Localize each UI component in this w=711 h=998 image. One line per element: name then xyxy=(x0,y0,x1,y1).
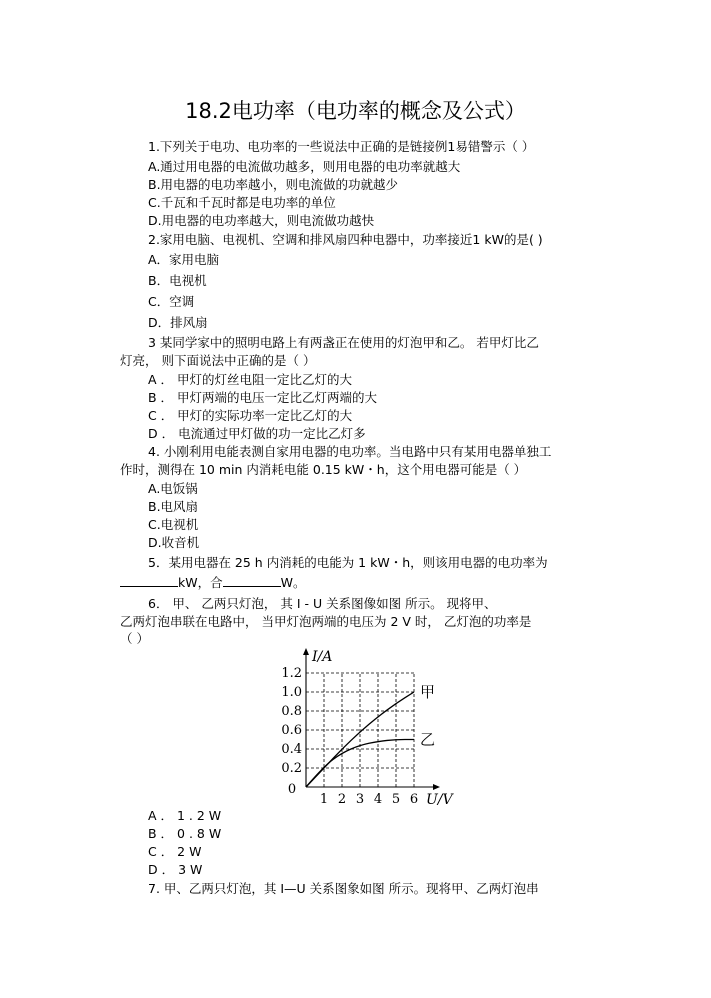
q3-stem-line1: 3 某同学家中的照明电路上有两盏正在使用的灯泡甲和乙。 若甲灯比乙 xyxy=(148,335,539,350)
page-title: 18.2电功率（电功率的概念及公式） xyxy=(185,99,526,123)
q2-option-d: D．排风扇 xyxy=(148,315,208,330)
q4-option-d: D.收音机 xyxy=(148,535,200,550)
y-tick-label: 0.6 xyxy=(281,723,302,738)
q5-blank-w[interactable] xyxy=(223,575,281,587)
series-label-jia: 甲 xyxy=(420,683,436,701)
q4-option-c: C.电视机 xyxy=(148,517,199,532)
q5-unit-w: W。 xyxy=(280,575,306,590)
q6-option-a: A ． 1 . 2 W xyxy=(148,808,222,823)
y-axis-arrow xyxy=(303,648,309,655)
x-tick-label: 6 xyxy=(409,792,419,805)
q6-option-b: B ． 0 . 8 W xyxy=(148,826,222,841)
q1-option-a: A.通过用电器的电流做功越多，则用电器的电功率就越大 xyxy=(148,159,461,174)
chart-labels xyxy=(281,649,454,805)
q3-option-d: D ． 电流通过甲灯做的功一定比乙灯多 xyxy=(148,426,366,441)
x-tick-label: 2 xyxy=(337,792,347,805)
q3-option-c: C ． 甲灯的实际功率一定比乙灯的大 xyxy=(148,408,353,423)
q3-stem-line2: 灯亮， 则下面说法中正确的是（ ） xyxy=(120,353,316,368)
q6-option-c: C ． 2 W xyxy=(148,844,202,859)
q4-stem-line2: 作时，测得在 10 min 内消耗电能 0.15 kW・h，这个用电器可能是（ ） xyxy=(120,462,527,477)
q4-option-a: A.电饭锅 xyxy=(148,481,198,496)
series-label-yi: 乙 xyxy=(420,730,436,749)
q4-stem-line1: 4. 小刚利用电能表测自家用电器的电功率。当电路中只有某用电器单独工 xyxy=(148,444,552,459)
x-axis-arrow xyxy=(433,784,440,790)
q1-stem: 1.下列关于电功、电功率的一些说法中正确的是链接例1易错警示（ ） xyxy=(148,139,535,154)
q4-option-b: B.电风扇 xyxy=(148,499,199,514)
q5-unit-kw: kW，合 xyxy=(178,575,223,590)
q7-stem-line1: 7. 甲、乙两只灯泡，其 I—U 关系图象如图 所示。现将甲、乙两灯泡串 xyxy=(148,881,539,896)
y-tick-label: 1.2 xyxy=(281,666,302,681)
q1-option-d: D.用电器的电功率越大，则电流做功越快 xyxy=(148,213,375,228)
q6-stem-line1: 6． 甲、 乙两只灯泡， 其 I - U 关系图像如图 所示。 现将甲、 xyxy=(148,596,497,611)
q2-option-b: B．电视机 xyxy=(148,273,207,288)
y-tick-label: 0.8 xyxy=(281,704,302,719)
q6-stem-line2: 乙两灯泡串联在电路中， 当甲灯泡两端的电压为 2 V 时， 乙灯泡的功率是 xyxy=(120,614,532,629)
q6-option-d: D ． 3 W xyxy=(148,862,203,877)
q5-stem-line1: 5．某用电器在 25 h 内消耗的电能为 1 kW・h，则该用电器的电功率为 xyxy=(148,555,548,570)
x-tick-label: 3 xyxy=(355,792,365,805)
x-tick-label: 4 xyxy=(373,792,383,805)
y-axis-label: I/A xyxy=(312,649,333,665)
iu-chart xyxy=(270,645,470,805)
y-tick-label: 0.2 xyxy=(281,761,302,776)
q2-stem: 2.家用电脑、电视机、空调和排风扇四种电器中，功率接近1 kW的是( ) xyxy=(148,232,543,247)
q5-blank-kw[interactable] xyxy=(120,575,178,587)
origin-label: 0 xyxy=(287,782,297,797)
q1-option-b: B.用电器的电功率越小，则电流做的功就越少 xyxy=(148,177,399,192)
x-tick-label: 1 xyxy=(319,792,329,805)
q6-stem-line3: （ ） xyxy=(120,631,149,646)
q3-option-b: B ． 甲灯两端的电压一定比乙灯两端的大 xyxy=(148,390,378,405)
q2-option-a: A．家用电脑 xyxy=(148,252,220,267)
q3-option-a: A ． 甲灯的灯丝电阻一定比乙灯的大 xyxy=(148,372,352,387)
y-tick-label: 1.0 xyxy=(281,685,302,700)
y-tick-label: 0.4 xyxy=(281,742,302,757)
q1-option-c: C.千瓦和千瓦时都是电功率的单位 xyxy=(148,195,336,210)
q2-option-c: C．空调 xyxy=(148,294,195,309)
x-axis-label: U/V xyxy=(426,792,453,805)
q5-stem-line2 xyxy=(120,575,305,591)
x-tick-label: 5 xyxy=(391,792,401,805)
